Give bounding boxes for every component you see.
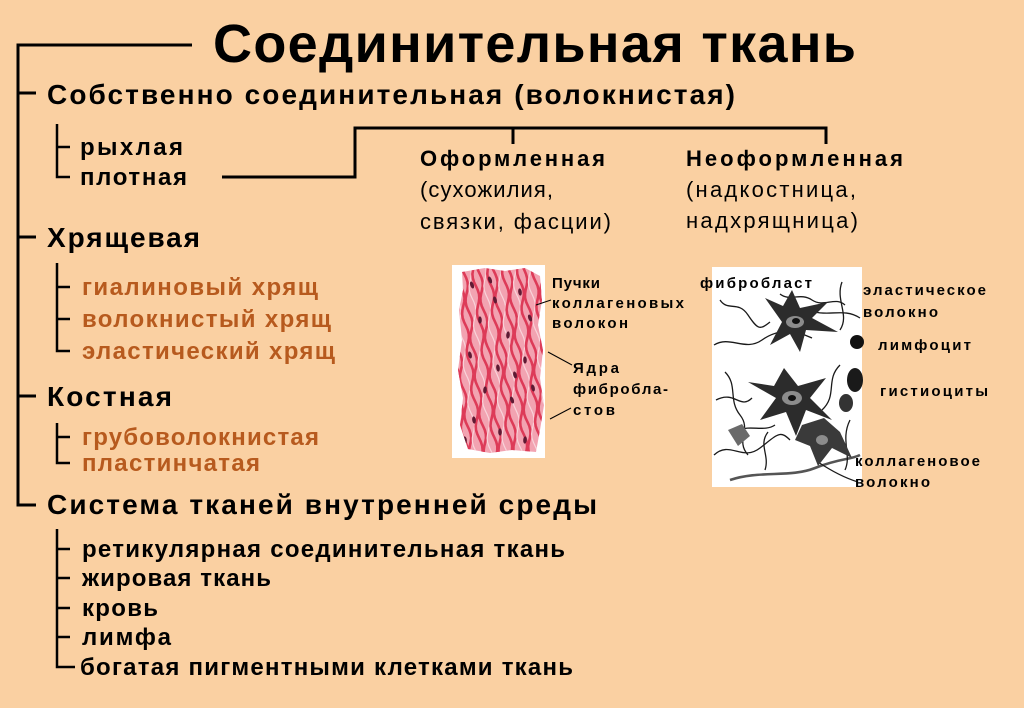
subitem-bracket-proper (57, 124, 70, 177)
lymphocyte-cell (850, 335, 864, 349)
leader-line-nuclei-2 (550, 408, 571, 419)
cell-nucleus (788, 395, 796, 401)
subitem-coarse-fibered: грубоволокнистая (82, 424, 319, 451)
left-figure-label-1-line-2: коллагеновых (552, 295, 684, 312)
dense-type-regular-example-1: (сухожилия, (420, 177, 553, 202)
subitem-elastic: эластический хрящ (82, 338, 335, 365)
subitem-dense: плотная (80, 164, 187, 191)
right-figure-label-histiocytes: гистиоциты (880, 383, 988, 400)
dense-type-regular: Оформленная (420, 146, 605, 171)
branch-label-proper: Собственно соединительная (волокнистая) (47, 79, 735, 110)
subitem-blood: кровь (82, 595, 158, 622)
cell-cytoplasm-patch (816, 435, 828, 445)
right-figure (712, 267, 864, 487)
subitem-hyaline: гиалиновый хрящ (82, 274, 318, 301)
subitem-adipose: жировая ткань (82, 565, 271, 592)
left-figure-label-1-line-1: Пучки (552, 275, 600, 292)
left-figure-label-2-line-2: фибробла- (573, 381, 668, 398)
right-figure-label-fibroblast: фибробласт (700, 275, 812, 292)
right-figure-label-elastic-line-2: волокно (863, 304, 938, 321)
dense-type-regular-example-2: связки, фасции) (420, 209, 611, 234)
right-figure-label-collagen-line-1: коллагеновое (855, 453, 980, 470)
subitem-loose: рыхлая (80, 134, 183, 161)
left-figure-label-1-line-3: волокон (552, 315, 628, 332)
right-figure-label-collagen-line-2: волокно (855, 474, 930, 491)
subitem-reticular: ретикулярная соединительная ткань (82, 536, 565, 563)
subitem-bracket-bone (57, 423, 70, 463)
page-title: Соединительная ткань (213, 14, 856, 74)
subitem-bracket-internal (57, 529, 75, 667)
subitem-lamellar: пластинчатая (82, 450, 260, 477)
branch-label-bone: Костная (47, 381, 172, 412)
dense-type-irregular-example-1: (надкостница, (686, 177, 856, 202)
subitem-fibrous: волокнистый хрящ (82, 306, 331, 333)
right-figure-label-lymphocyte: лимфоцит (878, 337, 971, 354)
left-figure-label-2-line-1: Ядра (573, 360, 619, 377)
dense-type-irregular: Неоформленная (686, 146, 903, 171)
subitem-pigment: богатая пигментными клетками ткань (80, 654, 573, 681)
histiocyte-cell (839, 394, 853, 412)
leader-line-nuclei-1 (548, 352, 572, 365)
histiocyte-cell (847, 368, 863, 392)
cell-nucleus (792, 318, 800, 324)
branch-label-cartilage: Хрящевая (47, 222, 200, 253)
subitem-bracket-cartilage (57, 263, 70, 351)
dense-type-irregular-example-2: надхрящница) (686, 208, 858, 233)
subitem-lymph: лимфа (82, 624, 171, 651)
branch-label-internal: Система тканей внутренней среды (47, 489, 597, 520)
left-figure-label-2-line-3: стов (573, 402, 615, 419)
right-figure-label-elastic-line-1: эластическое (863, 282, 986, 299)
